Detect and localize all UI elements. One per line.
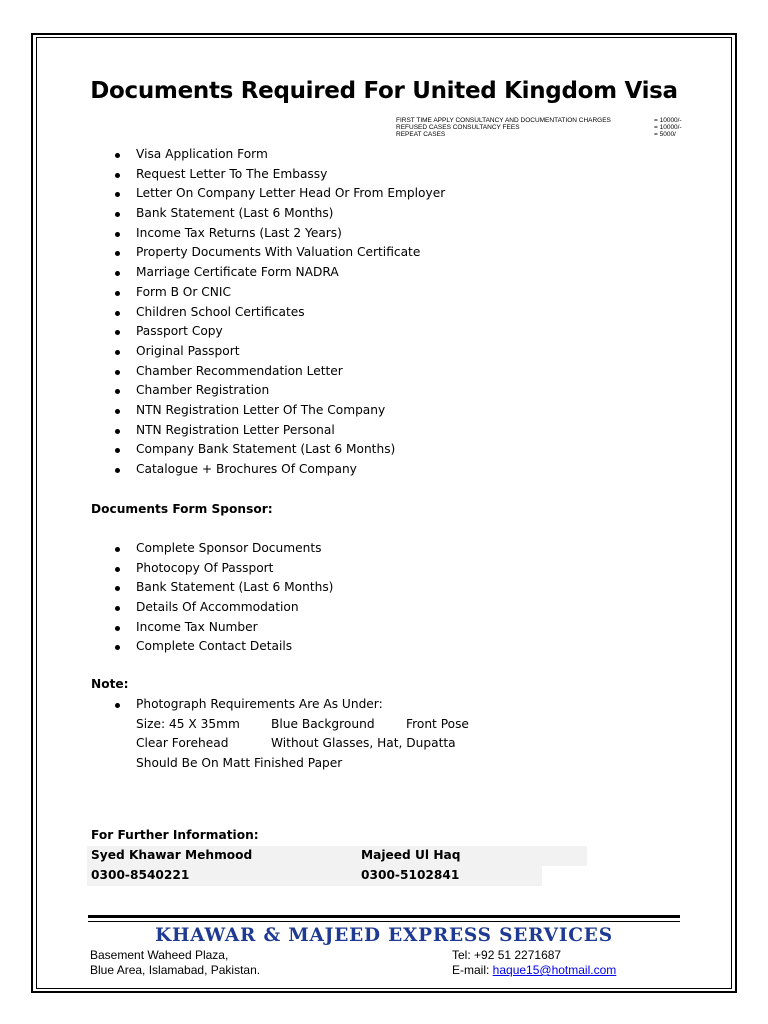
- charge-amount: = 5000/: [654, 131, 676, 138]
- list-item: Complete Contact Details: [112, 637, 333, 657]
- telephone: Tel: +92 51 2271687: [452, 948, 562, 962]
- list-item: Chamber Recommendation Letter: [112, 362, 445, 382]
- charge-label: FIRST TIME APPLY CONSULTANCY AND DOCUMENTATION CHARGES: [396, 117, 611, 124]
- list-item: Passport Copy: [112, 322, 445, 342]
- list-item: Request Letter To The Embassy: [112, 165, 445, 185]
- contact-phone: 0300-8540221: [91, 868, 190, 882]
- address-line: Basement Waheed Plaza,: [90, 948, 229, 962]
- address: [90, 948, 260, 978]
- footer-divider: [88, 915, 680, 918]
- sponsor-documents-list: [112, 539, 333, 657]
- list-item: Company Bank Statement (Last 6 Months): [112, 440, 445, 460]
- list-item: Children School Certificates: [112, 303, 445, 323]
- email-line: [452, 963, 616, 978]
- contacts-table: [87, 846, 587, 886]
- charge-label: REFUSED CASES CONSULTANCY FEES: [396, 124, 520, 131]
- charge-amount: = 10000/-: [654, 124, 682, 131]
- photo-requirements-title: Photograph Requirements Are As Under:: [112, 695, 383, 715]
- charge-row: [396, 117, 688, 124]
- charge-label: REPEAT CASES: [396, 131, 446, 138]
- list-item: Bank Statement (Last 6 Months): [112, 578, 333, 598]
- photo-forehead: Clear Forehead: [136, 736, 229, 750]
- address-line: Blue Area, Islamabad, Pakistan.: [90, 963, 261, 977]
- list-item: Chamber Registration: [112, 381, 445, 401]
- list-item: Original Passport: [112, 342, 445, 362]
- list-item: Form B Or CNIC: [112, 283, 445, 303]
- charge-row: [396, 131, 688, 138]
- list-item: Complete Sponsor Documents: [112, 539, 333, 559]
- photo-pose: Front Pose: [406, 716, 469, 731]
- charge-amount: = 10000/-: [654, 117, 682, 124]
- list-item: Photocopy Of Passport: [112, 559, 333, 579]
- contact-info: [452, 948, 616, 978]
- required-documents-list: [112, 145, 445, 480]
- photo-paper: Should Be On Matt Finished Paper: [136, 755, 343, 770]
- email-link[interactable]: haque15@hotmail.com: [492, 963, 617, 977]
- list-item: Bank Statement (Last 6 Months): [112, 204, 445, 224]
- list-item: Marriage Certificate Form NADRA: [112, 263, 445, 283]
- list-item: Income Tax Number: [112, 618, 333, 638]
- email-label: E-mail:: [452, 963, 493, 977]
- list-item: Property Documents With Valuation Certificate: [112, 243, 445, 263]
- list-item: NTN Registration Letter Personal: [112, 421, 445, 441]
- contact-heading: For Further Information:: [91, 828, 259, 842]
- charge-row: [396, 124, 688, 131]
- contact-name: Syed Khawar Mehmood: [91, 848, 253, 862]
- contact-phone: 0300-5102841: [361, 868, 460, 882]
- list-item: Visa Application Form: [112, 145, 445, 165]
- photo-requirements: [112, 695, 469, 773]
- photo-row-1: [112, 715, 469, 735]
- photo-glasses: Without Glasses, Hat, Dupatta: [271, 736, 456, 750]
- list-item: Details Of Accommodation: [112, 598, 333, 618]
- footer-divider: [88, 921, 680, 922]
- sponsor-heading: Documents Form Sponsor:: [91, 502, 273, 516]
- list-item: Catalogue + Brochures Of Company: [112, 460, 445, 480]
- list-item: Income Tax Returns (Last 2 Years): [112, 224, 445, 244]
- list-item: NTN Registration Letter Of The Company: [112, 401, 445, 421]
- page-title: Documents Required For United Kingdom Visa: [90, 78, 678, 104]
- photo-row-2: [112, 734, 456, 754]
- contact-name: Majeed Ul Haq: [361, 848, 461, 862]
- photo-background: Blue Background: [271, 716, 375, 731]
- charges-table: [396, 117, 688, 138]
- company-name: KHAWAR & MAJEED EXPRESS SERVICES: [155, 925, 613, 946]
- note-heading: Note:: [91, 677, 129, 691]
- list-item: Letter On Company Letter Head Or From Employer: [112, 184, 445, 204]
- photo-size: Size: 45 X 35mm: [136, 716, 240, 731]
